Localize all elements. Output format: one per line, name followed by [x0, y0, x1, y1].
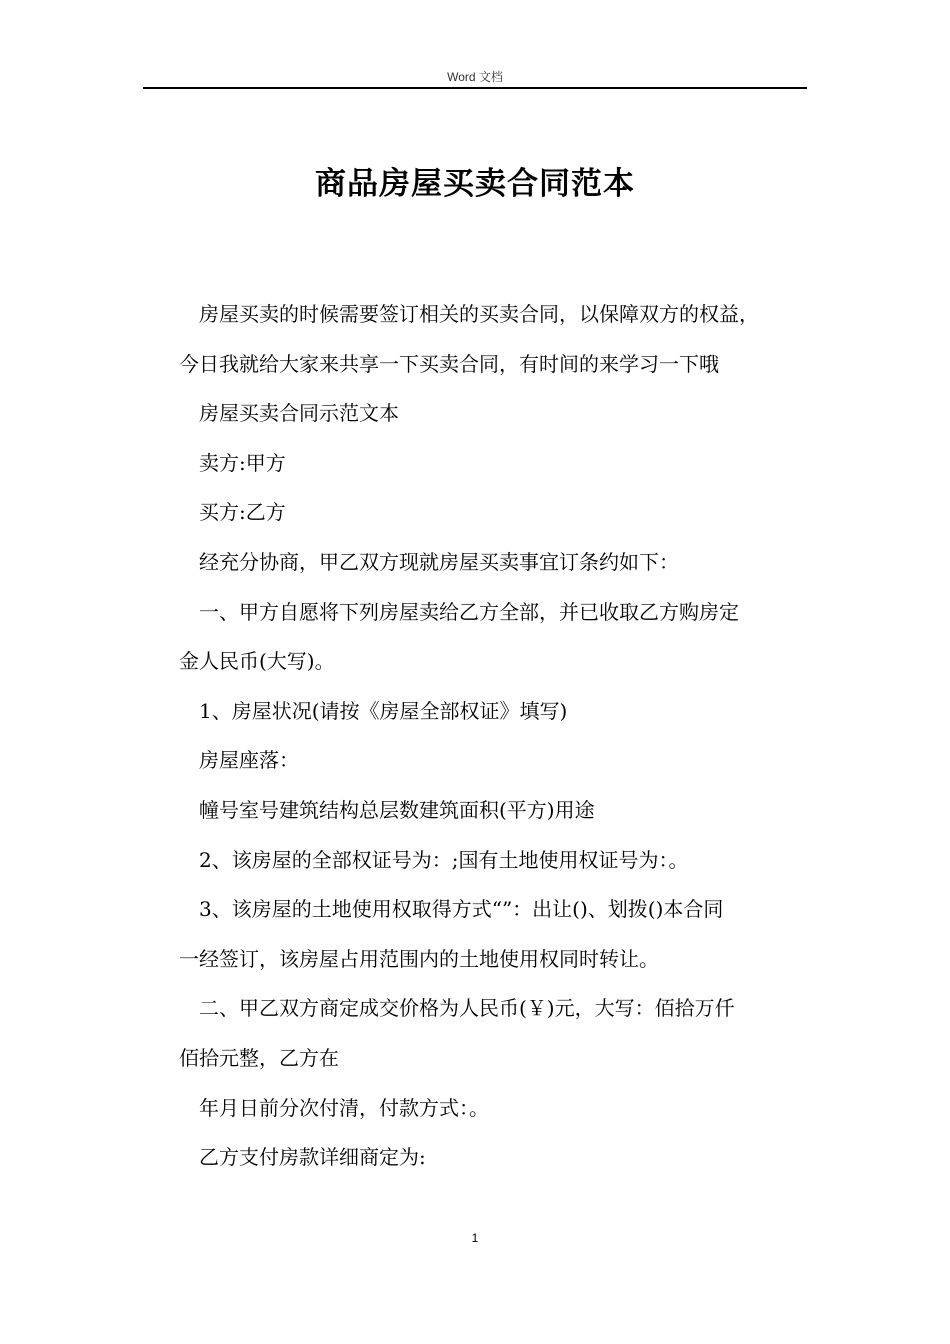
document-title: 商品房屋买卖合同范本: [315, 166, 635, 202]
document-body: [179, 290, 811, 1183]
paragraph-line: 房屋买卖合同示范文本: [199, 401, 399, 426]
paragraph-line: 佰拾元整，乙方在: [179, 1045, 339, 1070]
paragraph-line: 二、甲乙双方商定成交价格为人民币(￥)元，大写：佰拾万仟: [199, 996, 735, 1021]
paragraph-line: 经充分协商，甲乙双方现就房屋买卖事宜订条约如下：: [199, 549, 679, 574]
header-divider: [143, 87, 807, 89]
page-number: 1: [471, 1231, 479, 1245]
paragraph-line: 金人民币(大写)。: [179, 649, 335, 674]
paragraph-line: 房屋买卖的时候需要签订相关的买卖合同，以保障双方的权益，: [199, 302, 759, 326]
paragraph-line: 乙方支付房款详细商定为:: [199, 1145, 426, 1170]
paragraph-line: 今日我就给大家来共享一下买卖合同，有时间的来学习一下哦: [179, 351, 719, 376]
paragraph-line: 一、甲方自愿将下列房屋卖给乙方全部，并已收取乙方购房定: [199, 599, 739, 624]
paragraph-line: 年月日前分次付清，付款方式：。: [199, 1095, 489, 1120]
paragraph-line: 1、房屋状况(请按《房屋全部权证》填写): [199, 698, 568, 723]
paragraph-line: 3、该房屋的土地使用权取得方式“”：出让()、划拨()本合同: [199, 897, 724, 922]
paragraph-line: 一经签订，该房屋占用范围内的土地使用权同时转让。: [179, 946, 659, 971]
paragraph-line: 卖方:甲方: [199, 450, 286, 475]
paragraph-line: 2、该房屋的全部权证号为：;国有土地使用权证号为：。: [199, 847, 689, 872]
paragraph-line: 房屋座落：: [199, 748, 299, 773]
paragraph-line: 幢号室号建筑结构总层数建筑面积(平方)用途: [199, 797, 595, 822]
paragraph-line: 买方:乙方: [199, 500, 286, 525]
page-header: Word 文档: [447, 70, 503, 84]
